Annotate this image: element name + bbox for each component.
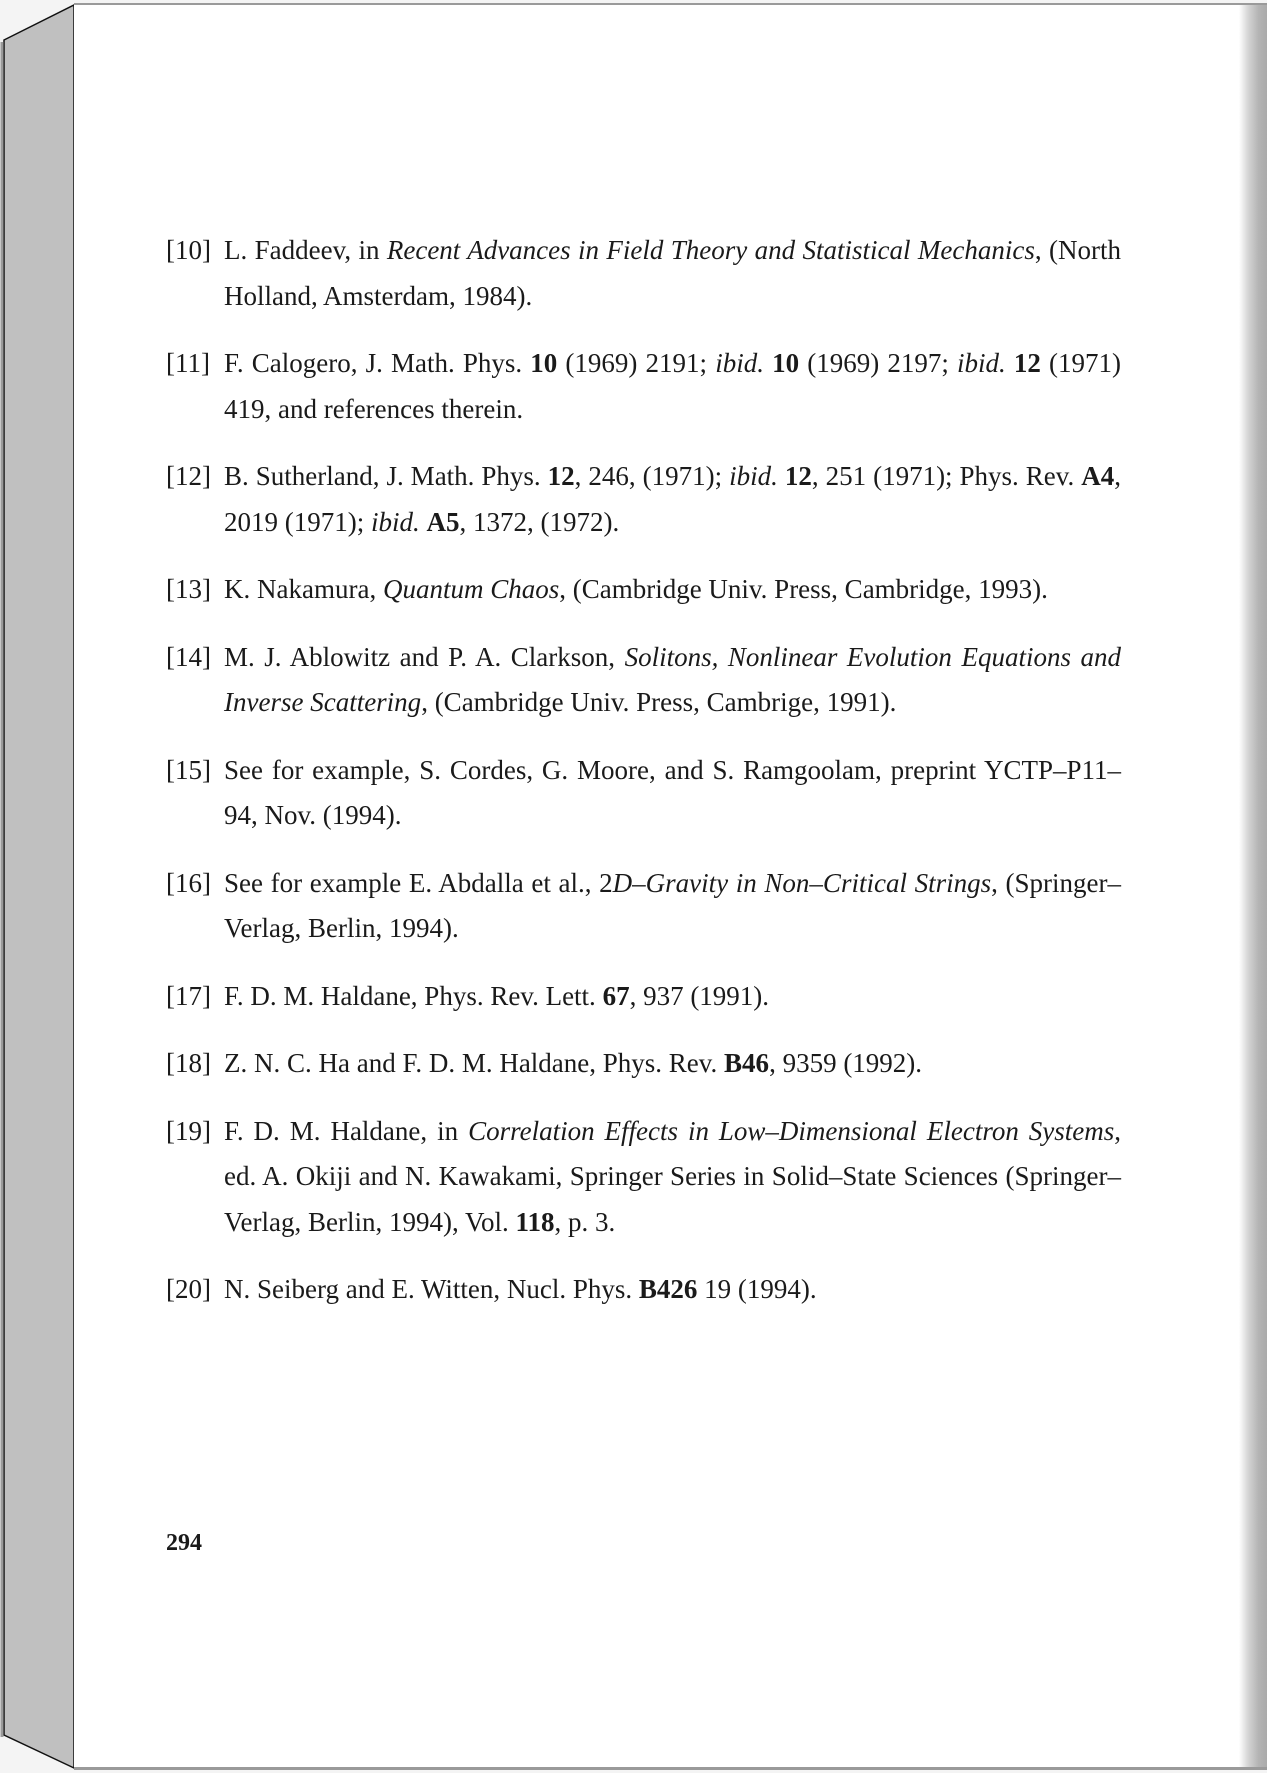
reference-segment: , 1372, (1972). <box>459 506 620 537</box>
book-spine <box>0 0 80 1773</box>
reference-number: [10] <box>166 235 211 265</box>
reference-number: [11] <box>166 348 210 378</box>
reference-segment <box>778 461 785 491</box>
reference-item <box>166 974 1121 1020</box>
reference-segment: B426 <box>638 1274 698 1304</box>
reference-segment: , 9359 (1992). <box>769 1048 923 1078</box>
reference-segment: M. J. Ablowitz and P. A. Clarkson, <box>224 641 625 672</box>
reference-segment: , (Cambridge Univ. Press, Cambridge, 1993). <box>559 574 1048 604</box>
reference-segment: Correlation Effects in Low–Dimensional Electron Systems <box>468 1115 1115 1146</box>
reference-segment: 10 <box>772 348 800 378</box>
reference-segment: F. D. M. Haldane, in <box>224 1115 469 1146</box>
reference-number: [19] <box>166 1115 211 1146</box>
reference-item <box>166 1267 1121 1313</box>
reference-segment: 12 <box>547 461 575 491</box>
reference-segment: A4 <box>1081 461 1115 491</box>
reference-segment: B46 <box>724 1048 770 1078</box>
reference-number: [16] <box>166 867 211 898</box>
reference-text <box>224 567 1121 613</box>
reference-text <box>224 974 1121 1020</box>
reference-text <box>224 341 1121 432</box>
reference-segment: F. Calogero, J. Math. Phys. <box>224 348 531 378</box>
reference-segment: ibid. <box>729 461 778 491</box>
reference-segment: (1969) 2191; <box>557 348 716 378</box>
reference-segment: Recent Advances in Field Theory and Statistical Mechanics <box>386 235 1035 265</box>
reference-segment: ibid. <box>957 348 1006 378</box>
reference-segment: See for example, S. Cordes, G. Moore, and S. Ramgoolam, preprint YCTP–P11–94, Nov. (1994). <box>224 754 1121 830</box>
reference-segment <box>1006 348 1014 378</box>
reference-segment: (1971) 419, and references therein. <box>224 348 1122 424</box>
reference-segment: , 937 (1991). <box>629 980 770 1011</box>
reference-item <box>166 567 1121 613</box>
reference-segment: K. Nakamura, <box>224 574 383 604</box>
reference-segment: , (North Holland, Amsterdam, 1984). <box>224 235 1121 311</box>
reference-segment: F. D. M. Haldane, Phys. Rev. Lett. <box>224 980 603 1011</box>
page-edge-shadow <box>1239 5 1267 1767</box>
reference-segment: 118 <box>515 1206 555 1237</box>
reference-text <box>224 1041 1121 1087</box>
reference-number: [15] <box>166 754 211 785</box>
reference-segment: ibid. <box>715 348 764 378</box>
reference-item <box>166 635 1121 726</box>
reference-segment <box>764 348 772 378</box>
reference-segment: D–Gravity in Non–Critical Strings <box>612 867 992 898</box>
reference-item <box>166 1109 1121 1246</box>
reference-segment: , 246, (1971); <box>574 461 730 491</box>
reference-item <box>166 748 1121 839</box>
reference-number: [14] <box>166 641 211 672</box>
reference-segment: L. Faddeev, in <box>224 235 387 265</box>
reference-item <box>166 1041 1121 1087</box>
reference-segment: 10 <box>530 348 558 378</box>
reference-text <box>224 1109 1121 1246</box>
reference-segment: , (Cambridge Univ. Press, Cambrige, 1991). <box>421 687 897 717</box>
reference-text <box>224 454 1121 545</box>
reference-segment: ibid. <box>370 506 420 537</box>
reference-segment: Z. N. C. Ha and F. D. M. Haldane, Phys. Rev. <box>224 1048 725 1078</box>
reference-text <box>224 228 1121 319</box>
reference-segment: , ed. A. Okiji and N. Kawakami, Springer Series in Solid–State Sciences (Springer–Verlag, Berlin, 1994), Vol. <box>224 1115 1121 1237</box>
reference-segment: B. Sutherland, J. Math. Phys. <box>224 461 548 491</box>
reference-number: [17] <box>166 980 211 1011</box>
reference-segment: , 251 (1971); Phys. Rev. <box>811 461 1082 491</box>
reference-item <box>166 454 1121 545</box>
reference-segment: , (Springer–Verlag, Berlin, 1994). <box>224 867 1121 943</box>
reference-text <box>224 748 1121 839</box>
reference-segment: (1969) 2197; <box>799 348 957 378</box>
reference-text <box>224 1267 1121 1313</box>
reference-segment: Quantum Chaos <box>382 574 560 604</box>
reference-segment: 12 <box>784 461 812 491</box>
reference-number: [13] <box>166 574 211 604</box>
reference-segment: N. Seiberg and E. Witten, Nucl. Phys. <box>224 1274 639 1304</box>
reference-segment: 67 <box>602 980 630 1011</box>
reference-segment: 12 <box>1013 348 1041 378</box>
reference-number: [12] <box>166 461 211 491</box>
reference-text <box>224 861 1121 952</box>
reference-segment: See for example E. Abdalla et al., 2 <box>224 867 613 898</box>
reference-segment: 19 (1994). <box>697 1274 817 1304</box>
reference-number: [20] <box>166 1274 211 1304</box>
reference-segment: Solitons, Nonlinear Evolution Equations and Inverse Scattering <box>224 641 1121 717</box>
reference-number: [18] <box>166 1048 211 1078</box>
reference-text <box>224 635 1121 726</box>
reference-item <box>166 228 1121 319</box>
reference-segment <box>420 507 427 537</box>
page-number: 294 <box>166 1530 202 1556</box>
reference-segment: , 2019 (1971); <box>224 461 1122 537</box>
reference-list <box>166 228 1121 1335</box>
reference-item <box>166 861 1121 952</box>
reference-item <box>166 341 1121 432</box>
reference-segment: , p. 3. <box>554 1206 616 1237</box>
reference-segment: A5 <box>426 506 460 537</box>
